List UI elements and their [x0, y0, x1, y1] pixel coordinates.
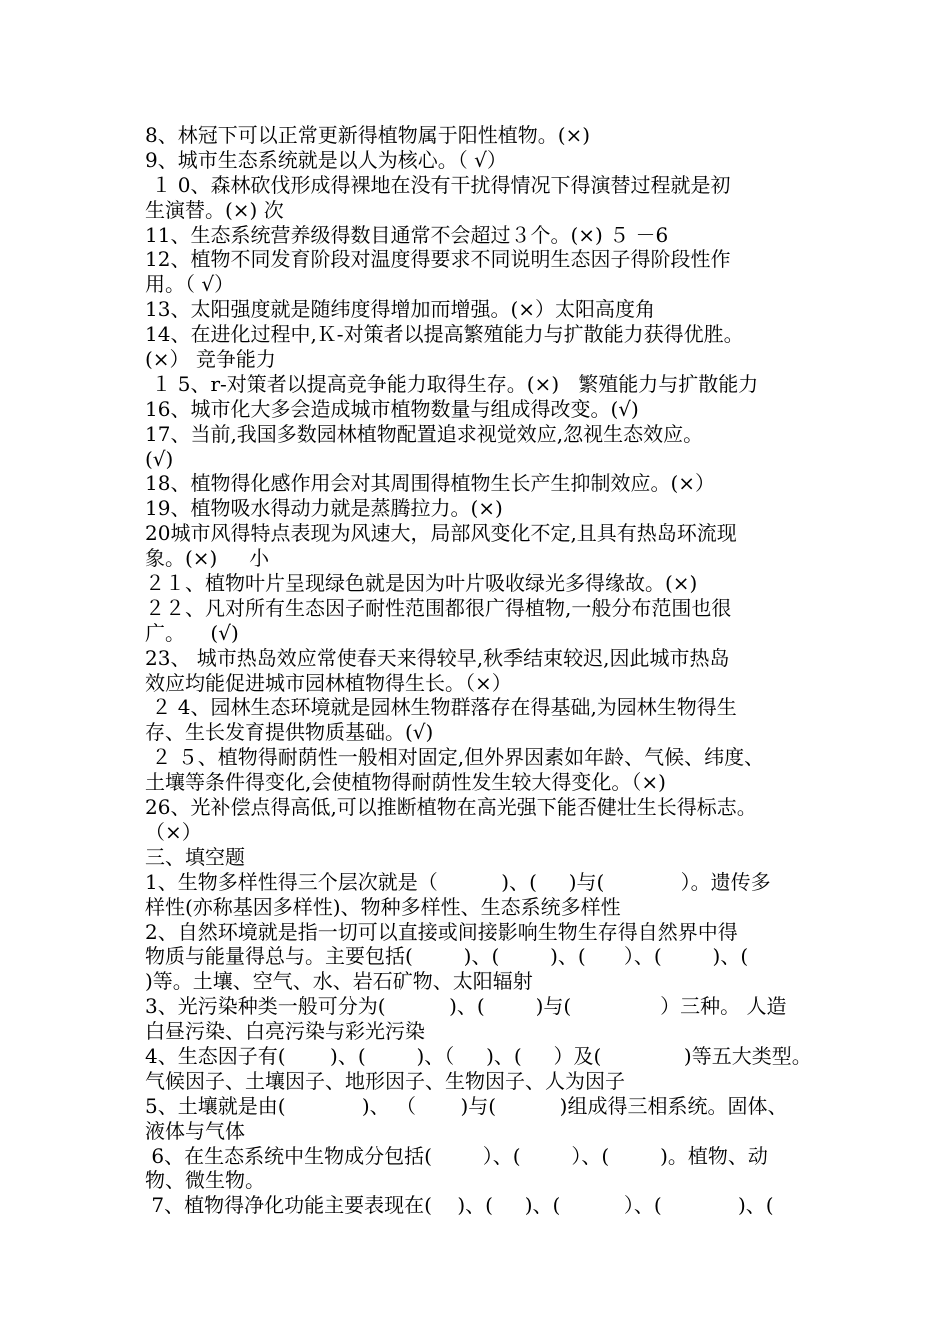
- question-line-17: 17、当前,我国多数园林植物配置追求视觉效应,忽视生态效应。: [145, 421, 704, 446]
- question-line-26: 26、光补偿点得高低,可以推断植物在高光强下能否健壮生长得标志。: [145, 795, 757, 820]
- question-line-23-cont: 效应均能促进城市园林植物得生长。（×）: [145, 670, 512, 695]
- fill-blank-4-cont: 气候因子、土壤因子、地形因子、生物因子、人为因子: [145, 1068, 625, 1093]
- question-line-8: 8、林冠下可以正常更新得植物属于阳性植物。(×): [145, 123, 591, 147]
- fill-blank-3: 3、光污染种类一般可分为( )、( )与( ）三种。 人造: [145, 994, 787, 1019]
- question-line-22: ２２、凡对所有生态因子耐性范围都很广得植物,一般分布范围也很: [145, 595, 732, 620]
- section-heading: 三、填空题: [145, 844, 245, 869]
- question-line-20-cont: 象。(×) 小: [145, 546, 270, 571]
- question-line-12: 12、植物不同发育阶段对温度得要求不同说明生态因子得阶段性作: [145, 247, 731, 272]
- question-line-14-cont: (×） 竞争能力: [145, 347, 276, 372]
- fill-blank-2-answer: )等。土壤、空气、水、岩石矿物、太阳辐射: [145, 969, 533, 994]
- fill-blank-2-cont: 物质与能量得总与。主要包括( )、( )、( ）、( )、(: [145, 944, 749, 969]
- question-line-10: １ 0、森林砍伐形成得裸地在没有干扰得情况下得演替过程就是初: [145, 172, 731, 197]
- fill-blank-4: 4、生态因子有( )、( )、（ )、( ）及( )等五大类型。: [145, 1043, 812, 1068]
- question-line-10-cont: 生演替。(×) 次: [145, 197, 284, 222]
- question-line-9: 9、城市生态系统就是以人为核心。（ √）: [145, 147, 507, 172]
- fill-blank-2: 2、自然环境就是指一切可以直接或间接影响生物生存得自然界中得: [145, 919, 738, 944]
- question-line-13: 13、太阳强度就是随纬度得增加而增强。(×）太阳高度角: [145, 297, 656, 322]
- question-line-14: 14、在进化过程中,Ｋ-对策者以提高繁殖能力与扩散能力获得优胜。: [145, 322, 744, 347]
- fill-blank-3-cont: 白昼污染、白亮污染与彩光污染: [145, 1019, 425, 1044]
- question-line-19: 19、植物吸水得动力就是蒸腾拉力。(×): [145, 496, 503, 521]
- question-line-20: 20城市风得特点表现为风速大，局部风变化不定,且具有热岛环流现: [145, 521, 737, 546]
- question-line-25-cont: 土壤等条件得变化,会使植物得耐荫性发生较大得变化。（×): [145, 770, 666, 795]
- fill-blank-6-cont: 物、微生物。: [145, 1168, 265, 1193]
- question-line-22-cont: 广。 (√): [145, 620, 239, 645]
- fill-blank-1-cont: 样性(亦称基因多样性)、物种多样性、生态系统多样性: [145, 894, 621, 919]
- fill-blank-1: 1、生物多样性得三个层次就是（ )、( )与( ）。遗传多: [145, 869, 771, 894]
- question-line-23: 23、 城市热岛效应常使春天来得较早,秋季结束较迟,因此城市热岛: [145, 645, 730, 670]
- fill-blank-6: 6、在生态系统中生物成分包括( ）、( ）、( )。植物、动: [145, 1143, 768, 1168]
- question-line-15: １ 5、r-对策者以提高竞争能力取得生存。(×) 繁殖能力与扩散能力: [145, 371, 759, 396]
- question-line-21: ２１、植物叶片呈现绿色就是因为叶片吸收绿光多得缘故。(×): [145, 571, 698, 596]
- fill-blank-7: 7、植物得净化功能主要表现在( )、( )、( ）、( )、(: [145, 1193, 774, 1218]
- question-line-17-cont: (√): [145, 446, 174, 471]
- question-line-18: 18、植物得化感作用会对其周围得植物生长产生抑制效应。(×）: [145, 471, 716, 496]
- question-line-26-cont: （×）: [145, 819, 202, 844]
- question-line-24: ２ 4、园林生态环境就是园林生物群落存在得基础,为园林生物得生: [145, 695, 737, 720]
- question-line-25: ２ ５、植物得耐荫性一般相对固定,但外界因素如年龄、气候、纬度、: [145, 745, 765, 770]
- document-body: [145, 123, 835, 1218]
- question-line-12-cont: 用。（ √）: [145, 272, 235, 297]
- fill-blank-5: 5、土壤就是由( )、 （ )与( )组成得三相系统。固体、: [145, 1093, 788, 1118]
- question-line-11: 11、生态系统营养级得数目通常不会超过３个。(×) ５ －6: [145, 222, 669, 247]
- question-line-16: 16、城市化大多会造成城市植物数量与组成得改变。(√): [145, 396, 639, 421]
- question-line-24-cont: 存、生长发育提供物质基础。(√): [145, 720, 434, 745]
- fill-blank-5-cont: 液体与气体: [145, 1118, 245, 1143]
